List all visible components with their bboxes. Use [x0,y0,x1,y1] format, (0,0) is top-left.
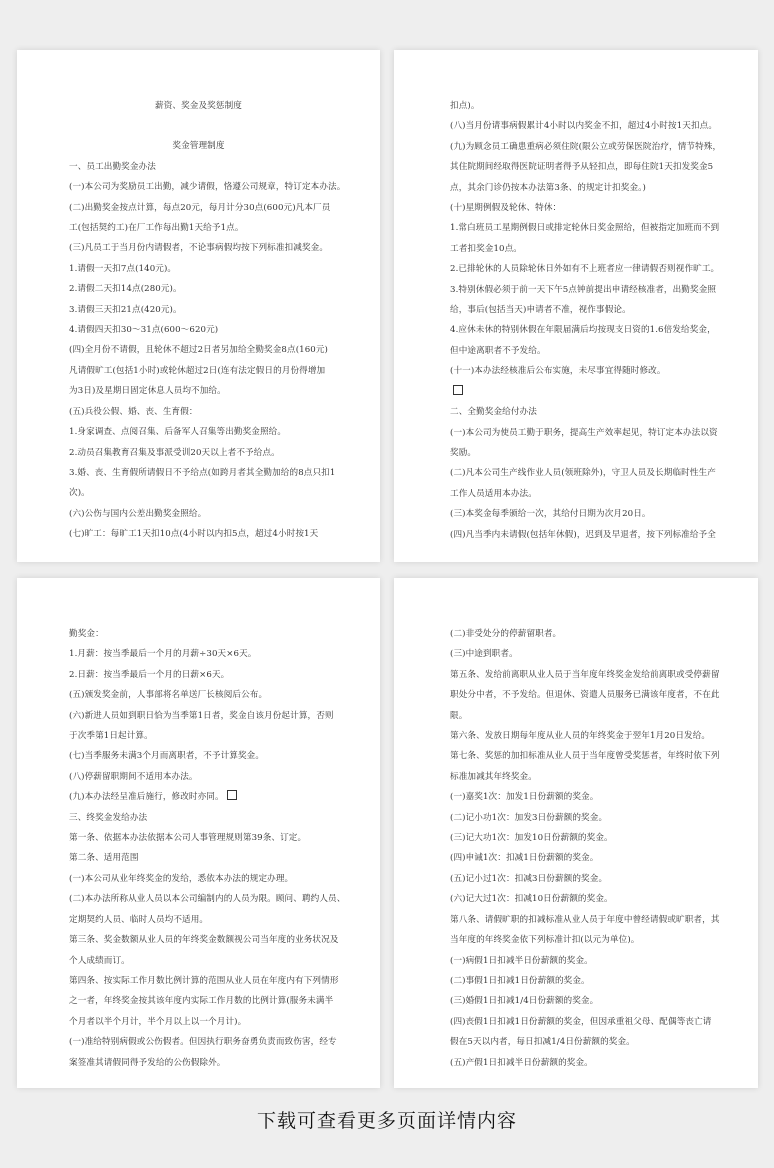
document-title: 薪资、奖金及奖惩制度 [155,101,242,111]
text-line: 第六条、发放日期每年度从业人员的年终奖金于翌年1月20日发给。 [450,731,711,742]
text-line: (五)记小过1次：扣减3日份薪额的奖金。 [450,873,608,884]
text-line: (五)产假1日扣减半日份薪额的奖金。 [450,1057,593,1068]
text-line: (八)停薪留职期间不适用本办法。 [69,771,198,782]
text-line: 工作人员适用本办法。 [450,488,537,499]
text-line: (二)出勤奖金按点计算，每点20元，每月计分30点(600元)凡本厂员 [69,202,331,213]
text-line: 职处分中者，不予发给。但退休、资遣人员服务已满该年度者，不在此 [450,690,720,701]
text-line: 2.日薪：按当季最后一个月的日薪×6天。 [69,669,230,680]
text-line: 个月者以半个月计，半个月以上以一个月计)。 [69,1016,247,1027]
text-line: 定期契约人员、临时人员均不适用。 [69,914,209,925]
text-line: 之一者，年终奖金按其该年度内实际工作月数的比例计算(服务未满半 [69,996,334,1007]
text-line: 1.请假一天扣7点(140元)。 [69,263,177,274]
text-line: 扣点)。 [450,101,480,111]
text-line: 假在5天以内者，每日扣减1/4日份薪额的奖金。 [450,1037,635,1048]
text-line: 3.婚、丧、生育假所请假日不予给点(如跨月者其全勤加给的8点只扣1 [69,467,336,478]
text-line: 工者扣奖金10点。 [450,243,522,254]
text-line: (一)病假1日扣减半日份薪额的奖金。 [450,955,593,966]
text-line: (三)记大功1次：加发10日份薪额的奖金。 [450,833,613,844]
text-line: 第七条、奖惩的加扣标准从业人员于当年度曾受奖惩者，年终时依下列 [450,751,720,762]
text-line: 2.已排轮休的人员除轮休日外如有不上班者应一律请假否则视作旷工。 [450,264,720,275]
text-line: 第二条、适用范围 [69,853,139,864]
text-line: 第三条、奖金数额从业人员的年终奖金数额视公司当年度的业务状况及 [69,935,339,946]
text-line: 4.请假四天扣30～31点(600～620元) [69,325,219,336]
text-line: 1.常白班员工星期例假日或排定轮休日奖金照给，但被指定加班而不到 [450,223,720,234]
text-line: (六)公伤与国内公差出勤奖金照给。 [69,508,207,519]
text-line: (三)中途到职者。 [450,649,518,660]
text-line: 第八条、请假旷职的扣减标准从业人员于年度中曾经请假或旷职者，其 [450,914,720,925]
text-line: 三、终奖金发给办法 [69,812,148,823]
text-line: 第五条、发给前离职从业人员于当年度年终奖金发给前离职或受停薪留 [450,669,720,680]
text-line: (二)非受处分的停薪留职者。 [450,629,562,639]
document-page-1 [17,50,380,562]
document-page-2 [394,50,758,562]
text-line: 凡请假旷工(包括1小时)或轮休超过2日(连有法定假日的月份得增加 [69,365,326,376]
text-line: (十)星期例假及轮休、特休： [450,203,562,214]
text-line: 为3日)及星期日固定休息人员均不加给。 [69,386,226,397]
text-line: 个人成绩而订。 [69,955,130,966]
text-line: 3.请假三天扣21点(420元)。 [69,304,182,315]
document-page-3 [17,578,380,1088]
text-line: 但中途离职者不予发给。 [450,345,546,356]
download-more-banner[interactable]: 下载可查看更多页面详情内容 [256,1110,517,1132]
text-line: 案签准其请假同得予发给的公伤假除外。 [69,1057,226,1068]
square-glyph-icon [227,790,237,800]
text-line: 奖励。 [450,447,477,458]
text-line: (九)本办法经呈准后施行，修改时亦同。 [69,787,340,807]
text-line: (七)旷工：每旷工1天扣10点(4小时以内扣5点，超过4小时按1天 [69,529,319,540]
text-line: 点，其余门诊仍按本办法第3条、的规定计扣奖金。) [450,182,646,193]
text-line: 二、全勤奖金给付办法 [450,407,537,418]
page-2-body [450,96,722,545]
text-line: 第一条、依据本办法依据本公司人事管理规则第39条、订定。 [69,833,307,844]
text-line: (二)凡本公司生产线作业人员(领班除外)，守卫人员及长期临时性生产 [450,468,716,479]
text-line: 1.月薪：按当季最后一个月的月薪÷30天×6天。 [69,649,257,660]
text-line: 1.身家调查、点阅召集、后备军人召集等出勤奖金照给。 [69,427,287,438]
text-line: (五)兵役公假、婚、丧、生育假： [69,406,198,417]
text-line: (四)申诫1次：扣减1日份薪额的奖金。 [450,853,599,864]
square-glyph-icon [453,385,463,395]
page-4-body [450,624,718,1073]
text-line: 2.动员召集教育召集及事派受训20天以上者不予给点。 [69,447,280,458]
text-line: (一)本公司为奖励员工出勤，减少请假，恪遵公司规章，特订定本办法。 [69,182,346,193]
text-line: (七)当季服务未满3个月而离职者，不予计算奖金。 [69,751,265,762]
text-line: (二)记小功1次：加发3日份薪额的奖金。 [450,812,608,823]
text-line: 给，事后(包括当天)申请者不准，视作事假论。 [450,305,631,316]
text-line: (一)本公司为使员工勤于职务，提高生产效率起见，特订定本办法以资 [450,427,718,438]
text-line: (一)准给特别病假或公伤假者。但因执行职务奋勇负责而致伤害，经专 [69,1037,337,1048]
text-line: (五)颁发奖金前，人事部将名单送厂长核阅后公布。 [69,690,268,701]
text-line: 4.应休未休的特别休假在年限届满后均按现支日资的1.6倍发给奖金， [450,325,716,336]
text-line: (八)当月份请事病假累计4小时以内奖金不扣，超过4小时按1天扣点。 [450,121,718,132]
text-line: 一、员工出勤奖金办法 [69,161,156,172]
text-line: (九)为顾念员工确患重病必须住院(限公立或劳保医院治疗，情节特殊， [450,141,722,152]
text-line: 第四条、按实际工作月数比例计算的范围从业人员在年度内有下列情形 [69,975,339,986]
text-line: 勤奖金： [69,629,104,639]
text-line: (三)凡员工于当月份内请假者，不论事病假均按下列标准扣减奖金。 [69,243,329,254]
text-line: 于次季第1日起计算。 [69,731,153,742]
text-line: (一)嘉奖1次：加发1日份薪额的奖金。 [450,792,599,803]
text-line: (三)婚假1日扣减1/4日份薪额的奖金。 [450,996,599,1007]
text-line: 工(包括契约工)在厂工作每出勤1天给予1点。 [69,223,244,234]
text-line: (二)本办法所称从业人员以本公司编制内的人员为限。顾问、聘约人员、 [69,894,346,905]
text-line: (一)本公司从业年终奖金的发给，悉依本办法的规定办理。 [69,873,294,884]
section-title: 奖金管理制度 [172,141,225,152]
text-line: 3.特别休假必须于前一天下午5点钟前提出申请经核准者，出勤奖金照 [450,284,717,295]
text-line: 其住院期间经取得医院证明者得予从轻扣点，即每住院1天扣发奖金5 [450,162,714,173]
text-line: (四)全月份不请假，且轮休不超过2日者另加给全勤奖金8点(160元) [69,345,328,356]
text-line: (六)新进人员如到职日恰为当季第1日者，奖金自该月份起计算，否则 [69,710,334,721]
page-3-body [69,624,346,1073]
document-page-4 [394,578,758,1088]
text-line: (三)本奖金每季颁给一次，其给付日期为次月20日。 [450,509,651,520]
text-line: (十一)本办法经核准后公布实施，未尽事宜得随时修改。 [450,366,666,377]
text-line: (二)事假1日扣减1日份薪额的奖金。 [450,975,590,986]
text-line: 次)。 [69,488,90,499]
text-line [450,382,718,402]
text-line: 限。 [450,710,468,721]
text-line: 2.请假二天扣14点(280元)。 [69,284,182,295]
text-line: 当年度的年终奖金依下列标准计扣(以元为单位)。 [450,935,640,946]
text-line: (四)凡当季内未请假(包括年休假)，迟到及早退者，按下列标准给予全 [450,529,716,540]
text-line: (四)丧假1日扣减1日份薪额的奖金，但因承重祖父母、配偶等丧亡请 [450,1016,712,1027]
text-line: 标准加减其年终奖金。 [450,771,537,782]
text-line: (六)记大过1次：扣减10日份薪额的奖金。 [450,894,613,905]
page-1-body [69,157,346,545]
